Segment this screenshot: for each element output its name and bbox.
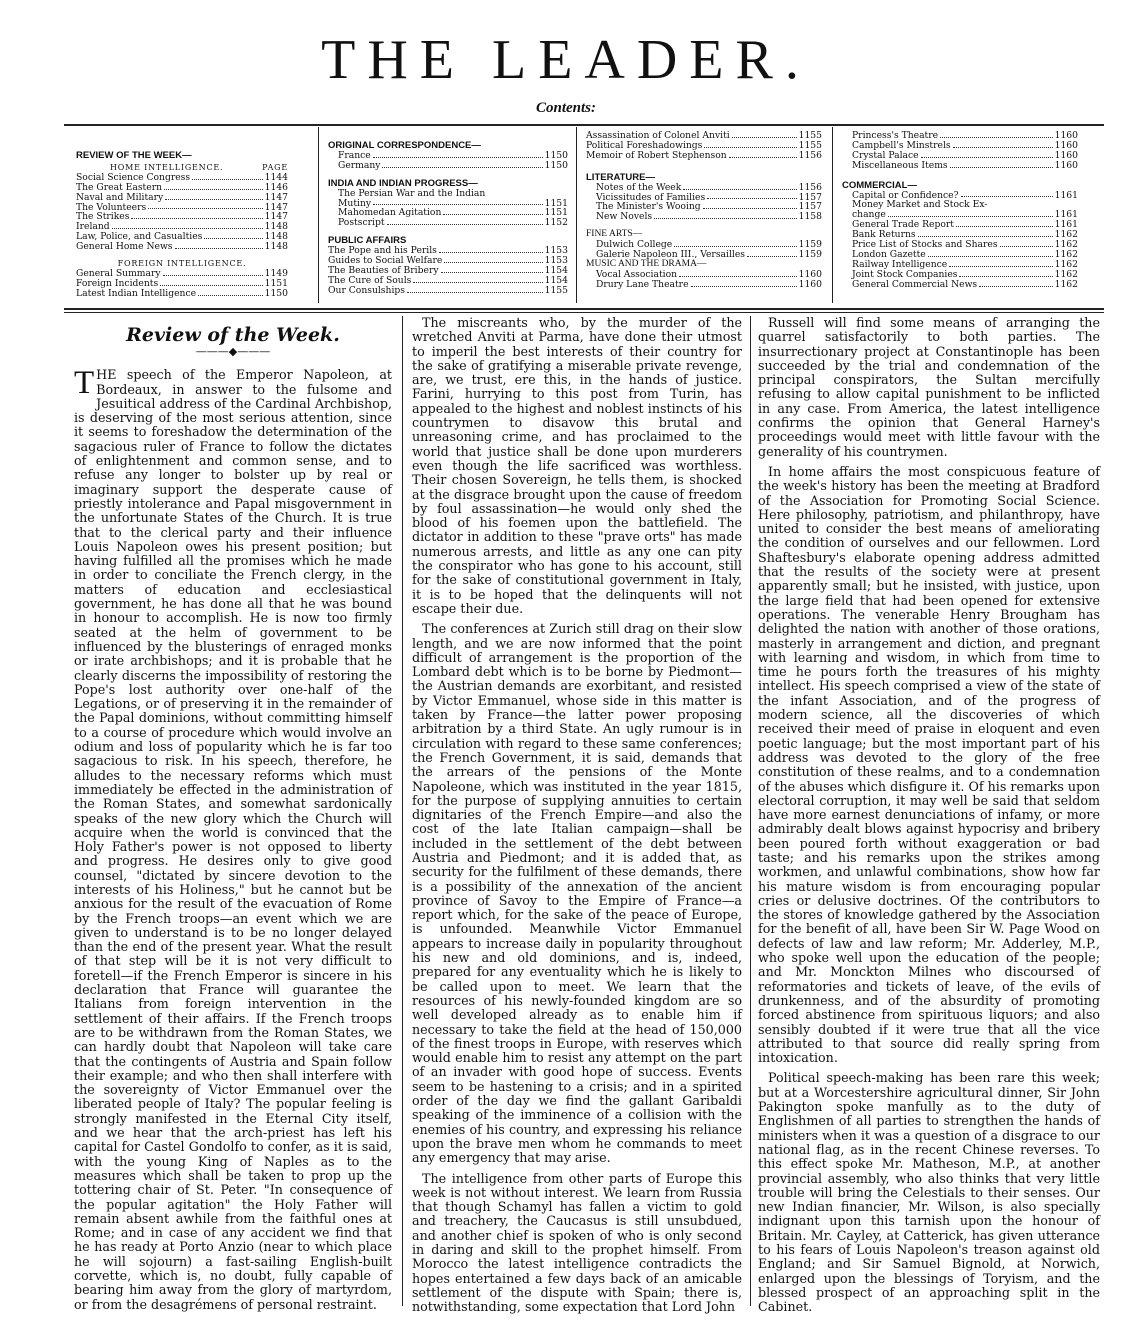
toc-entry-title: Railway Intelligence (852, 258, 948, 270)
toc-entry-title: change (852, 209, 886, 221)
toc-entry-page: 1162 (1054, 268, 1078, 280)
toc-leader-dots (950, 161, 1053, 168)
toc-section-music: MUSIC AND THE DRAMA— (586, 258, 707, 269)
toc-entry-title: Foreign Incidents (76, 277, 159, 289)
toc-entry-page: 1159 (798, 249, 822, 261)
toc-divider (832, 127, 833, 303)
toc-entry-title: Joint Stock Companies (852, 268, 958, 280)
toc-entry-title: Social Science Congress (76, 171, 191, 183)
toc-section-arts: FINE ARTS— (586, 229, 643, 240)
toc-entry-title: Ireland (76, 221, 110, 233)
toc-entry-page: 1148 (264, 221, 288, 233)
toc-sub-foreign: FOREIGN INTELLIGENCE. (117, 259, 247, 269)
toc-entry-title: Capital or Confidence? (852, 189, 959, 201)
article-paragraph: Russell will find some means of arranging the quarrel satisfactorily to both parties. The insurrectionary project at Constantinople has been succeeded by the trial and condemnation of the principal conspirators, the Sultan mercifully refusing to allow capital punishment to be inflicted in any case. From America, the latest intelligence confirms the opinion that General Harney's proceedings would meet with little favour with the generality of his countrymen. (758, 315, 1100, 459)
column-divider (750, 316, 751, 1306)
toc-leader-dots (1000, 240, 1053, 247)
toc-leader-dots (732, 131, 797, 138)
toc-list-commercial (842, 191, 1078, 290)
toc-leader-dots (940, 131, 1053, 138)
toc-entry-title: General Home News (76, 241, 173, 253)
toc-entry-title: Naval and Military (76, 191, 164, 203)
toc-entry[interactable] (852, 280, 1078, 290)
toc-entry-title: Campbell's Minstrels (852, 139, 951, 151)
contents-top-rule (64, 124, 1104, 126)
toc-section-india: INDIA AND INDIAN PROGRESS— (328, 177, 478, 189)
toc-list-india (328, 189, 568, 229)
contents-bottom-rule (64, 308, 1104, 310)
toc-entry-title: The Strikes (76, 211, 130, 223)
toc-entry[interactable] (338, 189, 568, 199)
article-paragraph: In home affairs the most conspicuous feature of the week's history has been the meeting at Bradford of the Association for Promoting Social Science. Here philosophy, patriotism, and philanthropy, have united to consider the best means of ameliorating the condition of ourselves and our fellowmen. Lord Shaftesbury's elaborate opening address admitted that the results of the society were at present apparently small; but he insisted, with justice, upon the large field that had been opened for extensive operations. The venerable Henry Brougham has delighted the nation with another of those orations, masterly in arrangement and diction, and pregnant with learning and wisdom, in which from time to time he pours forth the treasures of his mighty intellect. His speech comprised a view of the state of the infant Association, and of the progress of modern science, all the discoveries of which received their meed of praise in eloquent and even poetic language; but the most important part of his address was devoted to the glory of the free constitution of these realms, and to a condemnation of the abuses which disfigure it. Of his remarks upon electoral corruption, it may well be said that seldom have more earnest denunciations of infamy, or more admirably dealt blows against hypocrisy and bribery been poured forth without exaggeration or bad taste; and his remarks upon the strikes among workmen, and unlawful combinations, show how far his mature wisdom is from encouraging popular cries or delusive doctrines. Of the contributors to the stores of knowledge gathered by the Association for the benefit of all, have been Sir W. Page Wood on defects of law and law reform; Mr. Adderley, M.P., who spoke well upon the education of the people; and Mr. Monckton Milnes who discoursed of reformatories and tickets of leave, of the evils of drunkenness, and of the absurdity of promoting forced abstinence from spirituous liquors; and also sensibly doubted if it were true that all the vice attributed to that source did really spring from intoxication. (758, 463, 1100, 1066)
toc-entry-title: Price List of Stocks and Shares (852, 239, 998, 251)
toc-entry-title: France (338, 149, 371, 161)
toc-leader-dots (443, 208, 542, 215)
toc-entry-page: 1160 (1054, 159, 1078, 171)
toc-entry-page: 1154 (544, 274, 568, 286)
toc-leader-dots (949, 260, 1052, 267)
toc-entry-page: 1155 (798, 130, 822, 141)
toc-list-public (328, 246, 568, 296)
toc-entry-title: The Persian War and the Indian (338, 187, 486, 199)
toc-entry-title: Germany (338, 159, 381, 171)
toc-divider (576, 127, 577, 303)
toc-entry[interactable] (586, 151, 822, 161)
toc-entry[interactable] (852, 200, 1078, 210)
toc-entry-page: 1162 (1054, 248, 1078, 260)
toc-leader-dots (921, 151, 1053, 158)
toc-leader-dots (961, 191, 1053, 198)
toc-entry-page: 1157 (798, 201, 822, 213)
toc-entry-title: Latest Indian Intelligence (76, 287, 197, 299)
toc-leader-dots (160, 279, 262, 286)
toc-leader-dots (979, 280, 1052, 287)
toc-entry-title: Assassination of Colonel Anviti (586, 130, 730, 141)
toc-entry-title: General Trade Report (852, 219, 954, 231)
toc-column-commercial (842, 131, 1078, 307)
toc-list-literature (586, 183, 822, 223)
toc-entry-page: 1156 (798, 181, 822, 193)
toc-leader-dots (679, 270, 797, 277)
toc-entry-page: 1153 (544, 255, 568, 267)
toc-entry-page: 1154 (544, 264, 568, 276)
toc-section-correspondence: ORIGINAL CORRESPONDENCE— (328, 140, 481, 151)
article-column-1 (74, 316, 392, 1312)
toc-entry-page: 1160 (1054, 130, 1078, 141)
toc-column-correspondence (328, 138, 568, 314)
toc-entry-page: 1160 (798, 278, 822, 290)
toc-section-review: REVIEW OF THE WEEK— (76, 150, 192, 161)
toc-entry-page: 1148 (264, 241, 288, 253)
toc-entry-page: 1160 (1054, 149, 1078, 161)
toc-entry-title: Princess's Theatre (852, 130, 939, 141)
toc-leader-dots (439, 246, 543, 253)
toc-entry-page: 1161 (1054, 189, 1078, 201)
toc-entry[interactable] (596, 280, 822, 290)
drop-capital: T (74, 365, 95, 402)
toc-entry-title: Political Foreshadowings (586, 139, 703, 151)
masthead-title: THE LEADER. (321, 29, 811, 91)
toc-entry-title: Bank Returns (852, 229, 916, 241)
toc-list-music (586, 270, 822, 290)
toc-leader-dots (704, 141, 796, 148)
toc-leader-dots (953, 141, 1053, 148)
toc-entry-title: Mutiny (338, 197, 372, 209)
toc-divider (318, 127, 319, 303)
toc-leader-dots (674, 240, 796, 247)
toc-entry-page: 1151 (544, 197, 568, 209)
toc-entry-page: 1162 (1054, 239, 1078, 251)
toc-entry-page: 1162 (1054, 229, 1078, 241)
toc-entry[interactable] (76, 242, 288, 252)
toc-leader-dots (165, 193, 262, 200)
toc-leader-dots (373, 199, 543, 206)
toc-entry-page: 1161 (1054, 209, 1078, 221)
article-paragraph: The miscreants who, by the murder of the wretched Anviti at Parma, have done their utmost to imperil the best interests of their country for the sake of gratifying a miserable private revenge, are, we trust, ere this, in the hands of justice. Farini, hurrying to this post from Turin, has appealed to the highest and noblest instincts of his countrymen to disavow this brutal and unreasoning crime, and has proclaimed to the world that justice shall be done upon murderers even though the life sacrificed was worthless. Their chosen Sovereign, he tells them, is shocked at the disgrace brought upon the cause of freedom by foul assassination—he would only shed the blood of his foemen upon the battlefield. The dictator in addition to these "prave orts" has made numerous arrests, and little as any one can pity the conspirator who has gone to his account, still for the sake of constitutional government in Italy, it is to be hoped that the delinquents will not escape their due. (412, 315, 742, 616)
toc-list-home (76, 173, 288, 252)
toc-column-review (76, 148, 288, 324)
toc-entry-page: 1160 (1054, 139, 1078, 151)
toc-entry-title: Vicissitudes of Families (596, 191, 706, 203)
toc-leader-dots (131, 212, 262, 219)
toc-entry-title: The Great Eastern (76, 181, 162, 193)
toc-entry-page: 1150 (544, 149, 568, 161)
toc-leader-dots (198, 289, 263, 296)
toc-entry[interactable] (76, 289, 288, 299)
toc-entry-page: 1153 (544, 245, 568, 257)
article-column-2 (412, 316, 742, 1314)
toc-list-foreign (76, 269, 288, 299)
article-paragraph: The intelligence from other parts of Europe this week is not without interest. We learn from Russia that though Schamyl has fallen a victim to gold and treachery, the Caucasus is still unsubdued, and another chief is spoken of who is only second in daring and skill to the prophet himself. From Morocco the latest intelligence contradicts the hopes entertained a few days back of an amicable settlement of the dispute with Spain; there is, notwithstanding, some expectation that Lord John (412, 1170, 742, 1315)
toc-leader-dots (112, 222, 263, 229)
toc-entry-page: 1160 (798, 268, 822, 280)
toc-entry-title: The Pope and his Perils (328, 245, 437, 257)
toc-entry-title: The Minister's Wooing (596, 201, 701, 213)
toc-leader-dots (888, 210, 1053, 217)
toc-entry-page: 1152 (544, 217, 568, 229)
toc-entry-page: 1147 (264, 201, 288, 213)
toc-entry-page: 1150 (544, 159, 568, 171)
toc-leader-dots (407, 286, 543, 293)
toc-leader-dots (413, 276, 542, 283)
toc-entry[interactable] (596, 212, 822, 222)
toc-entry-title: Postscript (338, 217, 385, 229)
article-column-3 (758, 316, 1100, 1314)
toc-entry-title: The Volunteers (76, 201, 147, 213)
toc-entry-page: 1162 (1054, 278, 1078, 290)
toc-entry-page: 1161 (1054, 219, 1078, 231)
section-heading-review: Review of the Week. (126, 324, 340, 346)
toc-leader-dots (164, 183, 263, 190)
toc-entry[interactable] (328, 286, 568, 296)
article-paragraph: THE speech of the Emperor Napoleon, at Bordeaux, in answer to the fulsome and Jesuitical address of the Cardinal Archbishop, is deserving of the most serious attention, since it seems to foreshadow the determination of the sagacious ruler of France to follow the dictates of enlightenment and common sense, and to refuse any longer to bolster up by real or imaginary support the desperate cause of priestly intolerance and Papal misgovernment in the unfortunate States of the Church. It is true that to the clerical party and their influence Louis Napoleon owes his present position; but having fulfilled all the promises which he made in order to conciliate the French clergy, in the matters of education and ecclesiastical government, he has done all that he was bound in honour to accomplish. He is now too firmly seated at the helm of government to be influenced by the blusterings of enraged monks or irate archbishops; and it is probable that he clearly discerns the impossibility of restoring the Pope's lost authority over one-half of the Legations, or of preserving it in the remainder of the Papal dominions, without committing himself to a course of procedure which would involve an odium and loss of popularity which he is far too sagacious to risk. In his speech, therefore, he alludes to the necessary reforms which must immediately be effected in the administration of the Roman States, and somewhat sardonically speaks of the new glory which the Church will acquire when the world is convinced that the Holy Father's power is not opposed to liberty and progress. He desires only to give good counsel, "dictated by sincere devotion to the interests of his Holiness," but he cannot but be anxious for the result of the evacuation of Rome by the French troops—an event which we are given to understand is to be no longer delayed than the end of the present year. What the result of that step will be it is not very difficult to foretell—if the French Emperor is sincere in his declaration that France will guarantee the Italians from foreign intervention in the settlement of their affairs. If the French troops are to be withdrawn from the Roman States, we can hardly doubt that Napoleon will take care that the contingents of Austria and Spain follow their example; and who then shall interfere with the sovereignty of Victor Emmanuel over the liberated people of Italy? The popular feeling is strongly manifested in the Eternal City itself, and we hear that the arch-priest has left his capital for Castel Gondolfo to confer, as it is said, with the young King of Naples as to the measures which shall be taken to prop up the tottering chair of St. Peter. "In consequence of the popular agitation" the Holy Father will remain absent awhile from the faithful ones at Rome; and in case of any accident we find that he has ready at Porto Anzio (near to which place he will sojourn) a fast-sailing English-built corvette, which is, no doubt, fully capable of bearing him away from the glory of martyrdom, or from the desagrémens of personal restraint. (74, 365, 392, 1312)
toc-entry-title: Our Consulships (328, 284, 405, 296)
toc-section-public: PUBLIC AFFAIRS (328, 235, 407, 247)
toc-leader-dots (373, 151, 543, 158)
toc-column-literature (586, 131, 822, 307)
toc-leader-dots (444, 256, 542, 263)
toc-entry-title: Crystal Palace (852, 149, 919, 161)
toc-entry-title: Mahomedan Agitation (338, 207, 442, 219)
toc-entry-page: 1146 (264, 181, 288, 193)
toc-leader-dots (441, 266, 543, 273)
toc-entry-title: Vocal Association (596, 268, 678, 280)
toc-entry-title: General Commercial News (852, 278, 978, 290)
toc-entry-title: Dulwich College (596, 239, 673, 251)
toc-leader-dots (163, 269, 263, 276)
toc-list-articles (586, 131, 822, 161)
toc-leader-dots (918, 230, 1053, 237)
toc-entry-page: 1159 (798, 239, 822, 251)
toc-leader-dots (956, 220, 1053, 227)
column-divider (402, 316, 403, 1306)
toc-entry-title: The Cure of Souls (328, 274, 412, 286)
toc-page-label: PAGE (262, 162, 288, 172)
toc-sub-home: HOME INTELLIGENCE. (110, 162, 224, 172)
article-paragraph: Political speech-making has been rare this week; but at a Worcestershire agricultural dinner, Sir John Pakington spoke manfully as to the duty of Englishmen of all parties to strengthen the hands of ministers when it was a question of a disgrace to our national flag, as in the recent Chinese reverses. To this effect spoke Mr. Matheson, M.P., at another provincial assembly, who also thinks that very little trouble will bring the Celestials to their senses. Our new Indian financier, Mr. Wilson, is also specially indignant upon this tarnish upon the honour of Britain. Mr. Cayley, at Catterick, has given utterance to his fears of Louis Napoleon's treason against old England; and Sir Samuel Bignold, at Norwich, enlarged upon the blessings of Toryism, and the blessed prospect of an approaching split in the Cabinet. (758, 1070, 1100, 1315)
toc-entry-page: 1157 (798, 191, 822, 203)
toc-entry-title: Law, Police, and Casualties (76, 231, 203, 243)
toc-entry-title: London Gazette (852, 248, 926, 260)
toc-entry-title: Notes of the Week (596, 181, 682, 193)
toc-leader-dots (387, 218, 543, 225)
toc-entry-page: 1151 (264, 277, 288, 289)
toc-leader-dots (703, 202, 797, 209)
toc-section-literature: LITERATURE— (586, 171, 655, 183)
contents-bottom-rule-thin (64, 312, 1104, 313)
toc-entry-title: Galerie Napoleon III., Versailles (596, 249, 745, 261)
toc-entry-page: 1162 (1054, 258, 1078, 270)
toc-entry-title: Guides to Social Welfare (328, 255, 443, 267)
ornament-divider: ———◆——— (195, 345, 271, 359)
toc-leader-dots (928, 250, 1053, 257)
contents-heading: Contents: (535, 100, 596, 116)
toc-entry-page: 1155 (798, 139, 822, 151)
toc-leader-dots (148, 203, 262, 210)
toc-entry-page: 1150 (264, 287, 288, 299)
toc-leader-dots (959, 270, 1052, 277)
toc-entry-page: 1147 (264, 191, 288, 203)
toc-entry-page: 1158 (798, 211, 822, 223)
toc-entry-title: Miscellaneous Items (852, 159, 948, 171)
toc-list-arts (586, 240, 822, 260)
toc-entry-title: Money Market and Stock Ex- (852, 199, 988, 211)
toc-leader-dots (729, 151, 797, 158)
toc-entry-page: 1155 (544, 284, 568, 296)
toc-entry[interactable] (338, 161, 568, 171)
toc-entry-page: 1147 (264, 211, 288, 223)
toc-entry-page: 1148 (264, 231, 288, 243)
toc-entry-title: Drury Lane Theatre (596, 278, 689, 290)
toc-entry[interactable] (852, 161, 1078, 171)
toc-leader-dots (654, 212, 796, 219)
toc-entry-page: 1156 (798, 149, 822, 161)
article-paragraph: The conferences at Zurich still drag on their slow length, and we are now informed that the point difficult of arrangement is the proportion of the Lombard debt which is to be borne by Piedmont—the Austrian demands are exorbitant, and resisted by Victor Emmanuel, whose side in this matter is taken by France—the latter power proposing arbitration by a third State. An ugly rumour is in circulation with regard to these same conferences; the French Government, it is said, demands that the arrears of the pensions of the Monte Napoleone, which was instituted in the year 1815, for the purpose of supplying annuities to certain dignitaries of the French Empire—and also the cost of the late Italian campaign—shall be included in the settlement of the debt between Austria and Piedmont; and it is added that, as security for the fulfilment of these demands, there is a possibility of the annexation of the ancient province of Savoy to the Empire of France—a report which, for the sake of the peace of Europe, is unfounded. Meanwhile Victor Emmanuel appears to increase daily in popularity throughout his new and old dominions, and is, indeed, prepared for any eventuality which he is likely to be called upon to meet. We learn that the resources of his newly-founded kingdom are so well developed already as to enable him if necessary to take the field at the head of 150,000 of the finest troops in Europe, with reserves which would enable him to resist any attempt on the part of an invader with good hope of success. Events seem to be hastening to a crisis; and in a spirited order of the day we find the gallant Garibaldi speaking of the imminence of a collision with the enemies of his country, and expressing his reliance upon the brave men whom he commands to meet any emergency that may arise. (412, 621, 742, 1166)
toc-entry-title: New Novels (596, 211, 653, 223)
toc-leader-dots (192, 173, 263, 180)
toc-leader-dots (382, 161, 542, 168)
toc-leader-dots (747, 250, 797, 257)
toc-entry-page: 1144 (264, 171, 288, 183)
toc-leader-dots (204, 232, 262, 239)
toc-entry-page: 1151 (544, 207, 568, 219)
toc-section-commercial: COMMERCIAL— (842, 179, 917, 191)
toc-list-correspondence (328, 151, 568, 171)
toc-leader-dots (691, 280, 797, 287)
toc-leader-dots (683, 183, 796, 190)
toc-leader-dots (707, 193, 796, 200)
toc-entry-title: The Beauties of Bribery (328, 264, 439, 276)
toc-entry-page: 1149 (264, 267, 288, 279)
toc-entry-title: General Summary (76, 267, 161, 279)
toc-entry[interactable] (338, 218, 568, 228)
toc-list-theatres (842, 131, 1078, 171)
toc-entry-title: Memoir of Robert Stephenson (586, 149, 727, 161)
toc-leader-dots (175, 242, 263, 249)
